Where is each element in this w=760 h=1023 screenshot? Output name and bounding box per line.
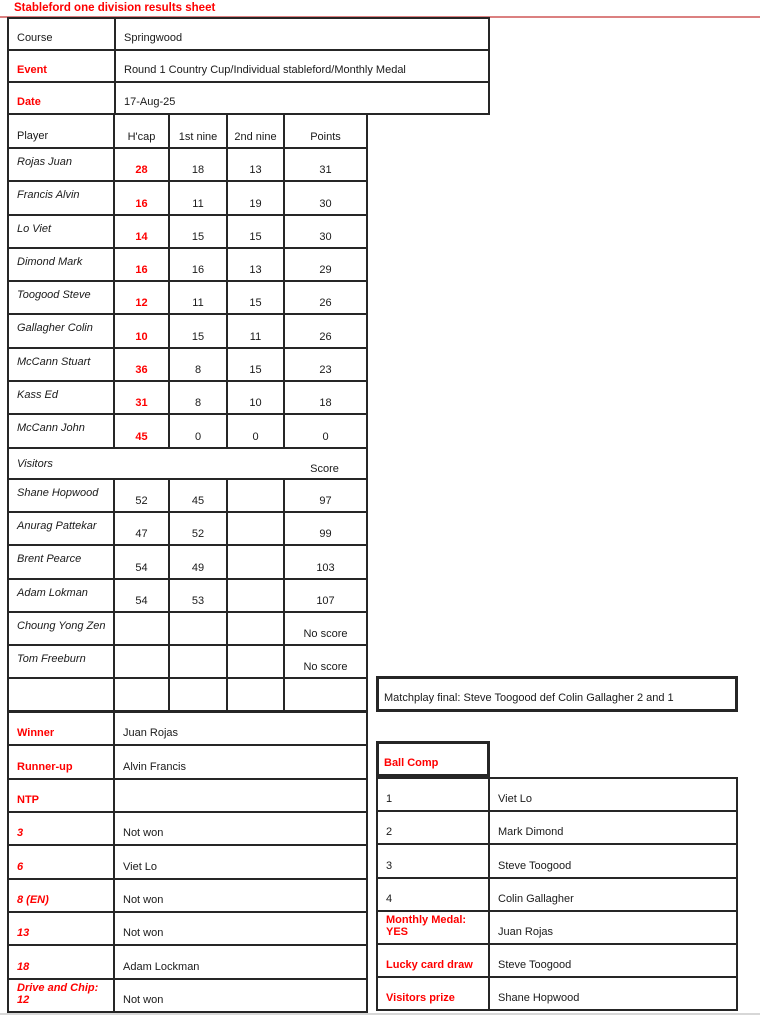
player-nine1: 16 [170,249,228,282]
visitor-out [115,613,170,646]
player-hcap: 31 [115,382,170,415]
col-header-points: Points [285,115,368,149]
player-nine2: 19 [228,182,285,215]
player-nine1: 11 [170,182,228,215]
visitor-extra [228,480,285,513]
winner-label: Winner [9,713,115,746]
visitors-divider-row [9,449,368,480]
ball-3-value: Steve Toogood [490,845,738,878]
player-points: 29 [285,249,368,282]
empty-cell [9,679,115,712]
ball-2-label: 2 [378,812,490,845]
visitor-extra [228,646,285,679]
visitor-score: No score [285,613,368,646]
empty-cell [285,679,368,712]
ntp-hole-13-label: 13 [9,913,115,946]
date-value: 17-Aug-25 [116,83,490,115]
player-name: McCann Stuart [9,349,115,382]
col-header-player: Player [9,115,115,149]
visitor-score: 107 [285,580,368,613]
visitor-in: 45 [170,480,228,513]
visitor-name: Brent Pearce [9,546,115,579]
player-nine2: 15 [228,282,285,315]
empty-cell [170,679,228,712]
page-break-line [0,1013,760,1015]
ball-2-value: Mark Dimond [490,812,738,845]
player-name: Francis Alvin [9,182,115,215]
ntp-hole-3-value: Not won [115,813,368,846]
visitor-name: Anurag Pattekar [9,513,115,546]
player-hcap: 28 [115,149,170,182]
visitor-in: 53 [170,580,228,613]
visitor-name: Shane Hopwood [9,480,115,513]
visitor-out: 54 [115,546,170,579]
ball-4-label: 4 [378,879,490,912]
course-value: Springwood [116,19,490,51]
player-points: 18 [285,382,368,415]
player-nine1: 8 [170,382,228,415]
col-header-hcap: H'cap [115,115,170,149]
monthly-medal-value: Juan Rojas [490,912,738,945]
player-points: 30 [285,182,368,215]
player-nine2: 0 [228,415,285,448]
player-hcap: 16 [115,182,170,215]
ntp-hole-18-value: Adam Lockman [115,946,368,979]
player-name: McCann John [9,415,115,448]
ntp-hole-6-label: 6 [9,846,115,879]
members-table [7,113,368,712]
visitor-out: 54 [115,580,170,613]
player-nine2: 13 [228,249,285,282]
player-hcap: 16 [115,249,170,282]
player-hcap: 45 [115,415,170,448]
ball-4-value: Colin Gallagher [490,879,738,912]
ball-comp-header-cell [376,741,490,777]
player-points: 26 [285,282,368,315]
visitor-name: Adam Lokman [9,580,115,613]
ntp-hole-18-label: 18 [9,946,115,979]
ntp-hole-3-label: 3 [9,813,115,846]
runner-up-label: Runner-up [9,746,115,779]
winner-value: Juan Rojas [115,713,368,746]
header-table [7,17,490,115]
player-points: 30 [285,216,368,249]
ball-comp-label: Ball Comp [384,757,439,769]
player-name: Dimond Mark [9,249,115,282]
player-nine2: 15 [228,216,285,249]
matchplay-final-text: Matchplay final: Steve Toogood def Colin Gallagher 2 and 1 [384,692,674,704]
ntp-hole-8-label: 8 (EN) [9,880,115,913]
ntp-value [115,780,368,813]
player-nine2: 10 [228,382,285,415]
visitor-score: No score [285,646,368,679]
drive-chip-label: Drive and Chip: 12 [9,980,115,1013]
ball-1-value: Viet Lo [490,779,738,812]
empty-cell [115,679,170,712]
player-name: Gallagher Colin [9,315,115,348]
visitor-out: 52 [115,480,170,513]
player-name: Lo Viet [9,216,115,249]
event-label: Event [9,51,116,83]
col-header-2ndnine: 2nd nine [228,115,285,149]
player-points: 31 [285,149,368,182]
runner-up-value: Alvin Francis [115,746,368,779]
player-nine1: 15 [170,216,228,249]
player-nine1: 0 [170,415,228,448]
player-nine2: 11 [228,315,285,348]
player-points: 26 [285,315,368,348]
player-name: Toogood Steve [9,282,115,315]
player-points: 0 [285,415,368,448]
visitors-prize-value: Shane Hopwood [490,978,738,1011]
lucky-card-value: Steve Toogood [490,945,738,978]
ntp-hole-13-value: Not won [115,913,368,946]
ntp-hole-8-value: Not won [115,880,368,913]
player-name: Rojas Juan [9,149,115,182]
event-value: Round 1 Country Cup/Individual stableford/Monthly Medal [116,51,490,83]
player-nine1: 8 [170,349,228,382]
visitor-in: 52 [170,513,228,546]
course-label: Course [9,19,116,51]
visitor-in [170,646,228,679]
ntp-label: NTP [9,780,115,813]
ball-3-label: 3 [378,845,490,878]
player-nine1: 15 [170,315,228,348]
visitor-name: Tom Freeburn [9,646,115,679]
visitor-out: 47 [115,513,170,546]
monthly-medal-label: Monthly Medal: YES [378,912,490,945]
visitor-score: 103 [285,546,368,579]
player-hcap: 10 [115,315,170,348]
visitors-prize-label: Visitors prize [378,978,490,1011]
player-points: 23 [285,349,368,382]
drive-chip-value: Not won [115,980,368,1013]
player-name: Kass Ed [9,382,115,415]
ntp-hole-6-value: Viet Lo [115,846,368,879]
visitor-extra [228,546,285,579]
visitor-out [115,646,170,679]
matchplay-final-box [376,676,738,712]
score-column-header: Score [310,462,339,475]
col-header-1stnine: 1st nine [170,115,228,149]
player-nine2: 13 [228,149,285,182]
lucky-card-label: Lucky card draw [378,945,490,978]
ball-1-label: 1 [378,779,490,812]
visitor-score: 99 [285,513,368,546]
empty-cell [228,679,285,712]
player-nine2: 15 [228,349,285,382]
visitor-in [170,613,228,646]
visitors-label: Visitors [17,457,53,470]
visitor-extra [228,613,285,646]
visitor-name: Choung Yong Zen [9,613,115,646]
player-hcap: 36 [115,349,170,382]
player-hcap: 12 [115,282,170,315]
visitor-extra [228,580,285,613]
player-nine1: 11 [170,282,228,315]
player-hcap: 14 [115,216,170,249]
player-nine1: 18 [170,149,228,182]
awards-table [7,711,368,1013]
page-title: Stableford one division results sheet [14,2,216,14]
visitor-score: 97 [285,480,368,513]
date-label: Date [9,83,116,115]
visitor-extra [228,513,285,546]
visitor-in: 49 [170,546,228,579]
ball-comp-table [376,777,738,1011]
